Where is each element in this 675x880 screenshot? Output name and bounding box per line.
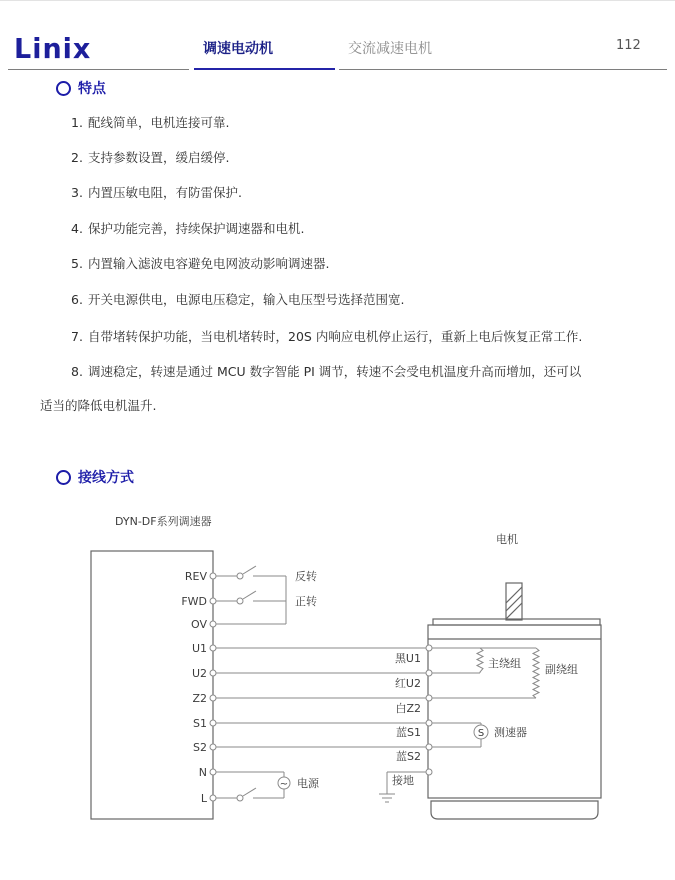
power-switch-icon <box>237 795 243 801</box>
feature-item <box>71 290 404 308</box>
item-text: 支持参数设置，缓启缓停. <box>88 150 230 165</box>
wire-color-labels <box>392 652 421 787</box>
terminal-label: Z2 <box>192 692 207 705</box>
terminal-label: N <box>198 766 207 779</box>
item-number: 4. <box>71 221 83 236</box>
section-header-wiring <box>56 467 134 487</box>
aux-winding-label: 副绕组 <box>545 663 578 676</box>
item-text: 调速稳定，转速是通过 MCU 数字智能 PI 调节，转速不会受电机温度升高而增加，还可以 <box>88 364 582 379</box>
item-text: 开关电源供电，电源电压稳定，输入电压型号选择范围宽. <box>88 292 405 307</box>
feature-item-continuation: 适当的降低电机温升. <box>40 398 157 413</box>
ground-label: 接地 <box>392 774 414 787</box>
terminal-label: FWD <box>181 595 207 608</box>
item-number: 1. <box>71 115 83 130</box>
section-header-features <box>56 78 106 98</box>
active-tab-underline <box>194 68 335 70</box>
reverse-label: 反转 <box>295 570 317 583</box>
item-text: 内置输入滤波电容避免电网波动影响调速器. <box>88 256 330 271</box>
feature-item <box>71 148 229 166</box>
page-number: 112 <box>616 38 641 53</box>
circle-bullet-icon <box>56 81 71 96</box>
wire-label: 黑U1 <box>394 652 421 665</box>
tachometer-label: 测速器 <box>494 726 527 739</box>
controller-caption: DYN-DF系列调速器 <box>115 515 212 528</box>
wire-label: 红U2 <box>394 677 421 690</box>
section-title: 特点 <box>78 81 106 97</box>
power-label: 电源 <box>297 777 319 790</box>
controller-terminal-labels <box>181 570 208 805</box>
feature-item <box>71 362 581 380</box>
feature-item <box>71 113 229 131</box>
motor-body <box>428 583 601 819</box>
ac-source-symbol: ~ <box>279 779 289 790</box>
item-text: 保护功能完善，持续保护调速器和电机. <box>88 221 305 236</box>
terminal-label: OV <box>191 618 207 631</box>
terminal-label: U2 <box>191 667 207 680</box>
circle-bullet-icon <box>56 470 71 485</box>
main-winding-label: 主绕组 <box>488 657 521 670</box>
wire-label: 白Z2 <box>395 702 421 715</box>
feature-item <box>71 219 304 237</box>
power-circuit-wires <box>216 772 284 798</box>
terminal-label: S1 <box>193 717 207 730</box>
main-winding-icon <box>477 648 483 673</box>
terminal-label: L <box>200 792 207 805</box>
tab-ac-gear-motor[interactable]: 交流减速电机 <box>348 41 432 57</box>
rev-switch-icon <box>237 573 243 579</box>
header-rule-right <box>339 69 667 70</box>
item-number: 3. <box>71 185 83 200</box>
fwd-switch-icon <box>237 598 243 604</box>
terminal-label: REV <box>184 570 207 583</box>
item-number: 8. <box>71 364 83 379</box>
forward-label: 正转 <box>295 595 317 608</box>
tab-speed-motor[interactable]: 调速电动机 <box>203 41 273 57</box>
item-number: 7. <box>71 329 83 344</box>
feature-item <box>71 327 582 345</box>
wire-label: 蓝S2 <box>396 750 421 763</box>
aux-winding-icon <box>533 648 539 698</box>
control-circuit-wires <box>216 566 286 624</box>
tachometer-symbol: S <box>477 728 485 739</box>
brand-logo: Linix <box>14 33 92 66</box>
item-number: 5. <box>71 256 83 271</box>
feature-item <box>71 183 242 201</box>
feature-item <box>71 254 329 272</box>
header-rule-left <box>8 69 189 70</box>
wiring-diagram <box>0 496 675 880</box>
motor-shaft <box>506 583 522 620</box>
item-text: 配线简单，电机连接可靠. <box>88 115 230 130</box>
terminal-label: S2 <box>193 741 207 754</box>
item-number: 6. <box>71 292 83 307</box>
wire-label: 蓝S1 <box>396 726 421 739</box>
item-number: 2. <box>71 150 83 165</box>
motor-caption: 电机 <box>496 533 518 546</box>
motor-base <box>431 801 598 819</box>
item-text: 自带堵转保护功能，当电机堵转时，20S 内响应电机停止运行，重新上电后恢复正常工作. <box>88 329 583 344</box>
terminal-label: U1 <box>191 642 207 655</box>
motor-terminal-circles <box>426 645 432 775</box>
section-title: 接线方式 <box>78 470 134 486</box>
item-text: 内置压敏电阻，有防雷保护. <box>88 185 242 200</box>
controller-box <box>91 551 213 819</box>
